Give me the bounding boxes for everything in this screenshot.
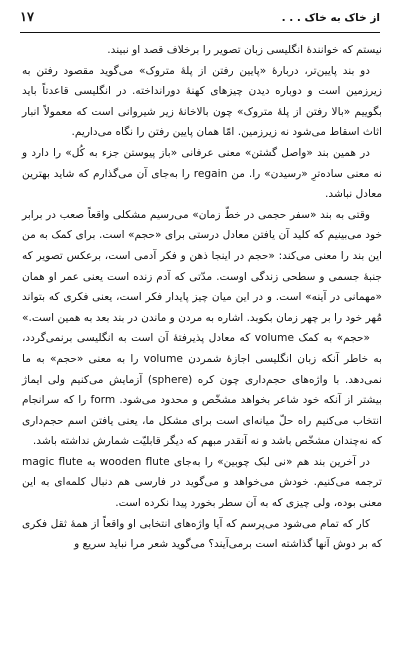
paragraph-7: کار که تمام می‌شود می‌پرسم که آیا واژه‌های انتخابی او واقعاً از همهٔ ثقل فکری که بر دوش آنها گذاشته است برمی‌آیند؟ می‌گوید شعر مرا نباید سریع و: [22, 517, 382, 551]
paragraph-4: وقتی به بند «سفر حجمی در خطّ زمان» می‌رسیم مشکلی واقعاً صعب در برابر خود می‌بینیم که کلید آن یافتن معادل درستی برای «حجم» است. برای کمک به من این بند را معنی می‌کند: «حجم در اینجا ذهن و فکر آدمی است، برعکس تصویر که جنبهٔ جسمی و سطحی زندگی اوست. مدّتی که آدم زنده است یعنی عمر او همان «مهمانی در آینه» است. و در این میان چیز پایدار فکر است، یعنی فکری که بتواند مُهر خود را بر چهر زمان بکوبد. اشاره به مردن و ماندن در بند بعد به همین است.»: [22, 208, 382, 324]
running-header: [20, 10, 380, 33]
paragraph-2: دو بند پایین‌تر، درباره‌ٔ «پایین رفتن از پلهٔ متروک» می‌گوید مقصود رفتن به زیرزمین است و دوباره دیدن چیزهای کهنهٔ دورانداخته. در انگلیسی قاعدتاً باید بگوییم «بالا رفتن از پلهٔ متروک» چون بالاخانهٔ زیر شیروانی است که معمولاً انبار اثاث اسقاط می‌شود نه زیرزمین. امّا همان پایین رفتن را نگاه می‌داریم.: [22, 64, 382, 139]
page-number: ۱۷: [20, 10, 34, 25]
paragraph-1: نیستم که خواننده‌ٔ انگلیسی زبان تصویر را برخلاف قصد او نبیند.: [107, 44, 382, 56]
body-text: [22, 40, 382, 555]
running-title: از خاک به خاک . . .: [281, 12, 380, 24]
paragraph-5: «حجم» به کمک volume که معادل پذیرفتهٔ آن است به انگلیسی برنمی‌گردد، به خاطر آنکه زبان انگلیسی اجازهٔ شمردن volume را به معنی «حجم» به ما نمی‌دهد. با واژه‌های حجم‌داری چون کره (sphere) آزمایش می‌کنیم ولی ایماژ بیشتر از آنکه خود شاعر بخواهد مشخّص و محدود می‌شود. form را که سرانجام انتخاب می‌کنیم راه حلّ میانه‌ای است برای مشکل ما، یعنی یافتن اسم حجم‌داری که نه‌چندان مشخّص باشد و نه آنقدر مبهم که دیگر قابلیّت شمارش نداشته باشد.: [22, 332, 383, 448]
paragraph-6: در آخرین بند هم «نی لبک چوبین» را به‌جای wooden flute به magic flute ترجمه می‌کنیم. خودش می‌خواهد و می‌گوید در فارسی هم دنبال کلمه‌ای به این معنی بوده، ولی چیزی که به آن سطر بخورد پیدا نکرده است.: [22, 455, 382, 510]
paragraph-3: در همین بند «واصل گشتن» معنی عرفانی «باز پیوستن جزء به کُل» را دارد و نه معنی ساده‌ترِ «رسیدن» را. من regain را به‌جای آن می‌گذارم که شاید بهترین معادل نباشد.: [22, 146, 383, 201]
